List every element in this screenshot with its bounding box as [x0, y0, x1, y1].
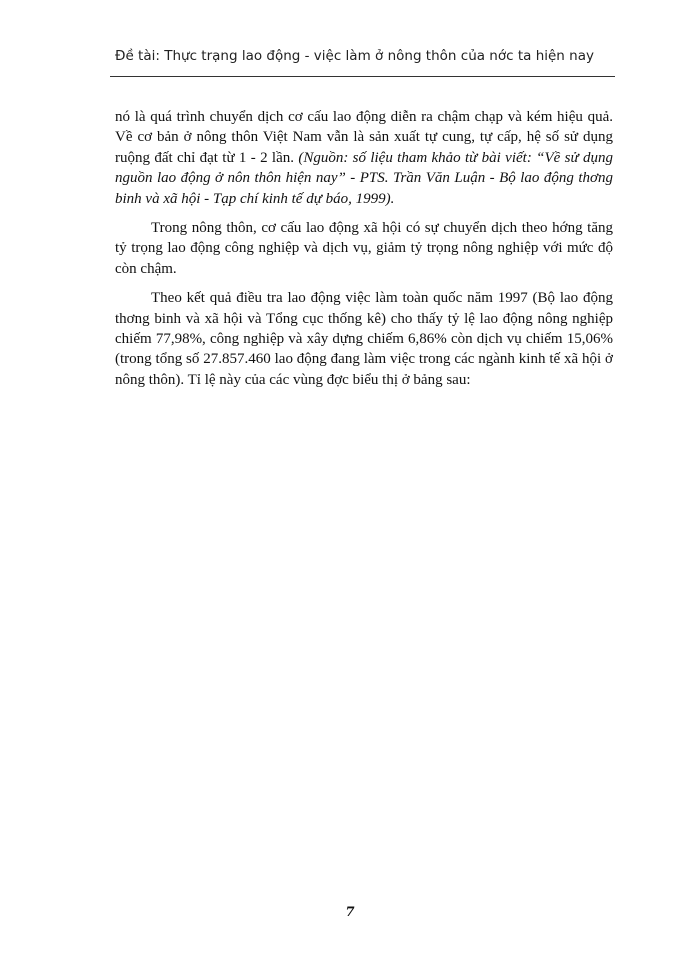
paragraph-1-text: nó là quá trình chuyển dịch cơ cấu lao động diễn ra chậm chạp và kém hiệu quả. Về cơ bản ở nông thôn Việt Nam vẫn là sản xuất tự cung, tự cấp, hệ số sử dụng ruộng đất chỉ đạt từ 1 - 2 lần. [115, 109, 613, 166]
paragraph-1-source-citation: (Nguồn: số liệu tham khảo từ bài viết: “Về sử dụng nguồn lao động ở nôn thôn hiện nay” - PTS. Trần Văn Luận - Bộ lao động thơng binh và xã hội - Tạp chí kinh tế dự báo, 1999). [115, 149, 614, 207]
paragraph-2: Trong nông thôn, cơ cấu lao động xã hội có sự chuyển dịch theo hớng tăng tỷ trọng lao động công nghiệp và dịch vụ, giảm tỷ trọng nông nghiệp với mức độ còn chậm. [115, 220, 613, 277]
header-divider [110, 76, 615, 77]
paragraph-3: Theo kết quả điều tra lao động việc làm toàn quốc năm 1997 (Bộ lao động thơng binh và xã hội và Tổng cục thống kê) cho thấy tỷ lệ lao động nông nghiệp chiếm 77,98%, công nghiệp và xây dựng chiếm 6,86% còn dịch vụ chiếm 15,06% (trong tổng số 27.857.460 lao động đang làm việc trong các ngành kinh tế xã hội ở nông thôn). Tỉ lệ này của các vùng đợc biểu thị ở bảng sau: [115, 290, 613, 388]
document-body [115, 107, 613, 390]
page-number: 7 [345, 905, 355, 920]
paragraph-1 [115, 107, 613, 209]
page-header-title: Đề tài: Thực trạng lao động - việc làm ở nông thôn của nớc ta hiện nay [115, 48, 594, 64]
